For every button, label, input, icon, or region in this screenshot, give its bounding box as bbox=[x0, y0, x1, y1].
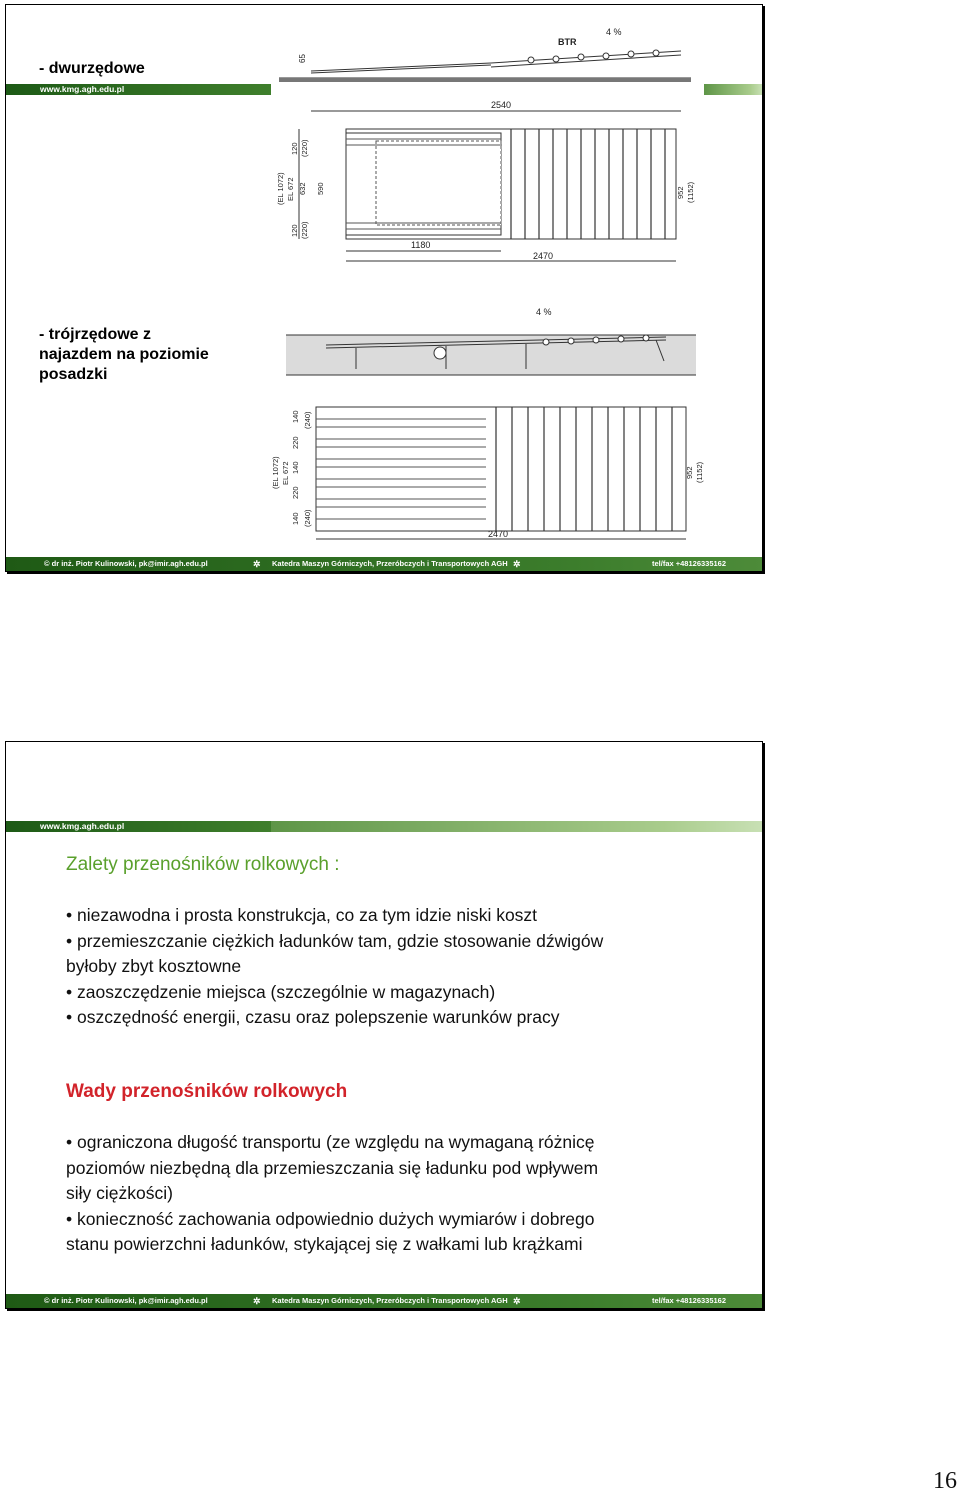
svg-text:(220): (220) bbox=[300, 139, 309, 157]
two-row-conveyor-svg bbox=[271, 23, 705, 265]
list-item: • przemieszczanie ciężkich ładunków tam, gdzie stosowanie dźwigów bbox=[66, 930, 604, 951]
two-row-conveyor-drawing bbox=[271, 23, 705, 265]
svg-text:EL 672: EL 672 bbox=[286, 177, 295, 201]
page-number: 16 bbox=[933, 1468, 957, 1494]
slide-2 bbox=[5, 741, 763, 1309]
advantages-list bbox=[66, 903, 746, 1031]
dim-2470: 2470 bbox=[533, 251, 554, 261]
svg-text:140: 140 bbox=[291, 410, 300, 423]
list-item: byłoby zbyt kosztowne bbox=[66, 956, 242, 976]
footer-ornament-icon: ✲ bbox=[513, 559, 521, 569]
slide1-url: www.kmg.agh.edu.pl bbox=[40, 84, 125, 94]
svg-text:220: 220 bbox=[291, 436, 300, 449]
slope-label-1: 4 % bbox=[606, 27, 622, 37]
svg-text:(EL 1072): (EL 1072) bbox=[276, 172, 285, 205]
svg-text:(1152): (1152) bbox=[686, 181, 695, 203]
svg-text:120: 120 bbox=[290, 224, 299, 237]
svg-text:952: 952 bbox=[676, 186, 685, 199]
disadvantages-title: Wady przenośników rolkowych bbox=[66, 1081, 348, 1102]
svg-text:220: 220 bbox=[291, 486, 300, 499]
list-item: poziomów niezbędną dla przemieszczania się ładunku pod wpływem bbox=[66, 1157, 599, 1178]
list-item: • oszczędność energii, czasu oraz polepszenie warunków pracy bbox=[66, 1007, 560, 1027]
svg-text:EL 672: EL 672 bbox=[281, 461, 290, 485]
svg-text:140: 140 bbox=[291, 461, 300, 474]
svg-text:(240): (240) bbox=[303, 411, 312, 429]
svg-text:(EL 1072): (EL 1072) bbox=[271, 456, 280, 489]
btr-label: BTR bbox=[558, 37, 577, 47]
svg-text:(1152): (1152) bbox=[695, 461, 704, 483]
list-item: • zaoszczędzenie miejsca (szczególnie w magazynach) bbox=[66, 981, 496, 1002]
svg-text:(220): (220) bbox=[300, 221, 309, 239]
list-item: • ograniczona długość transportu (ze względu na wymaganą różnicę bbox=[66, 1132, 595, 1152]
list-item: • konieczność zachowania odpowiednio dużych wymiarów i dobrego bbox=[66, 1208, 595, 1229]
slide1-heading-two-row: - dwurzędowe bbox=[39, 60, 145, 77]
slide2-top-bar bbox=[6, 821, 762, 832]
list-item: siły ciężkości) bbox=[66, 1183, 173, 1203]
slide-1 bbox=[5, 4, 763, 572]
footer-ornament-icon: ✲ bbox=[513, 1296, 521, 1306]
list-item: stanu powierzchni ładunków, stykającej się z wałkami lub krążkami bbox=[66, 1234, 583, 1254]
svg-text:140: 140 bbox=[291, 512, 300, 525]
slide1-heading-three-row: - trójrzędowe z najazdem na poziomie posadzki bbox=[39, 326, 209, 383]
slide2-footer: © dr inż. Piotr Kulinowski, pk@imir.agh.edu.pl ✲ Katedra Maszyn Górniczych, Przeróbczych i Transportowych AGH ✲ tel/fax +48126335162 bbox=[6, 1294, 762, 1308]
slide2-url: www.kmg.agh.edu.pl bbox=[40, 821, 125, 831]
advantages-title: Zalety przenośników rolkowych : bbox=[66, 854, 340, 875]
dim-2470-b: 2470 bbox=[488, 529, 509, 539]
svg-text:632: 632 bbox=[298, 182, 307, 195]
footer-ornament-icon: ✲ bbox=[253, 559, 261, 569]
svg-text:120: 120 bbox=[290, 142, 299, 155]
svg-text:(240): (240) bbox=[303, 509, 312, 527]
svg-text:65: 65 bbox=[298, 54, 307, 63]
list-item: • niezawodna i prosta konstrukcja, co za tym idzie niski koszt bbox=[66, 905, 538, 925]
disadvantages-list bbox=[66, 1130, 746, 1258]
footer-ornament-icon: ✲ bbox=[253, 1296, 261, 1306]
three-row-conveyor-svg bbox=[266, 299, 706, 545]
svg-text:952: 952 bbox=[685, 466, 694, 479]
dim-2540: 2540 bbox=[491, 100, 512, 110]
three-row-conveyor-drawing bbox=[266, 299, 706, 545]
dim-1180: 1180 bbox=[411, 240, 431, 250]
slide1-footer: © dr inż. Piotr Kulinowski, pk@imir.agh.edu.pl ✲ Katedra Maszyn Górniczych, Przeróbczych i Transportowych AGH ✲ tel/fax +48126335162 bbox=[6, 557, 762, 571]
svg-text:590: 590 bbox=[316, 182, 325, 195]
slope-label-2: 4 % bbox=[536, 307, 552, 317]
